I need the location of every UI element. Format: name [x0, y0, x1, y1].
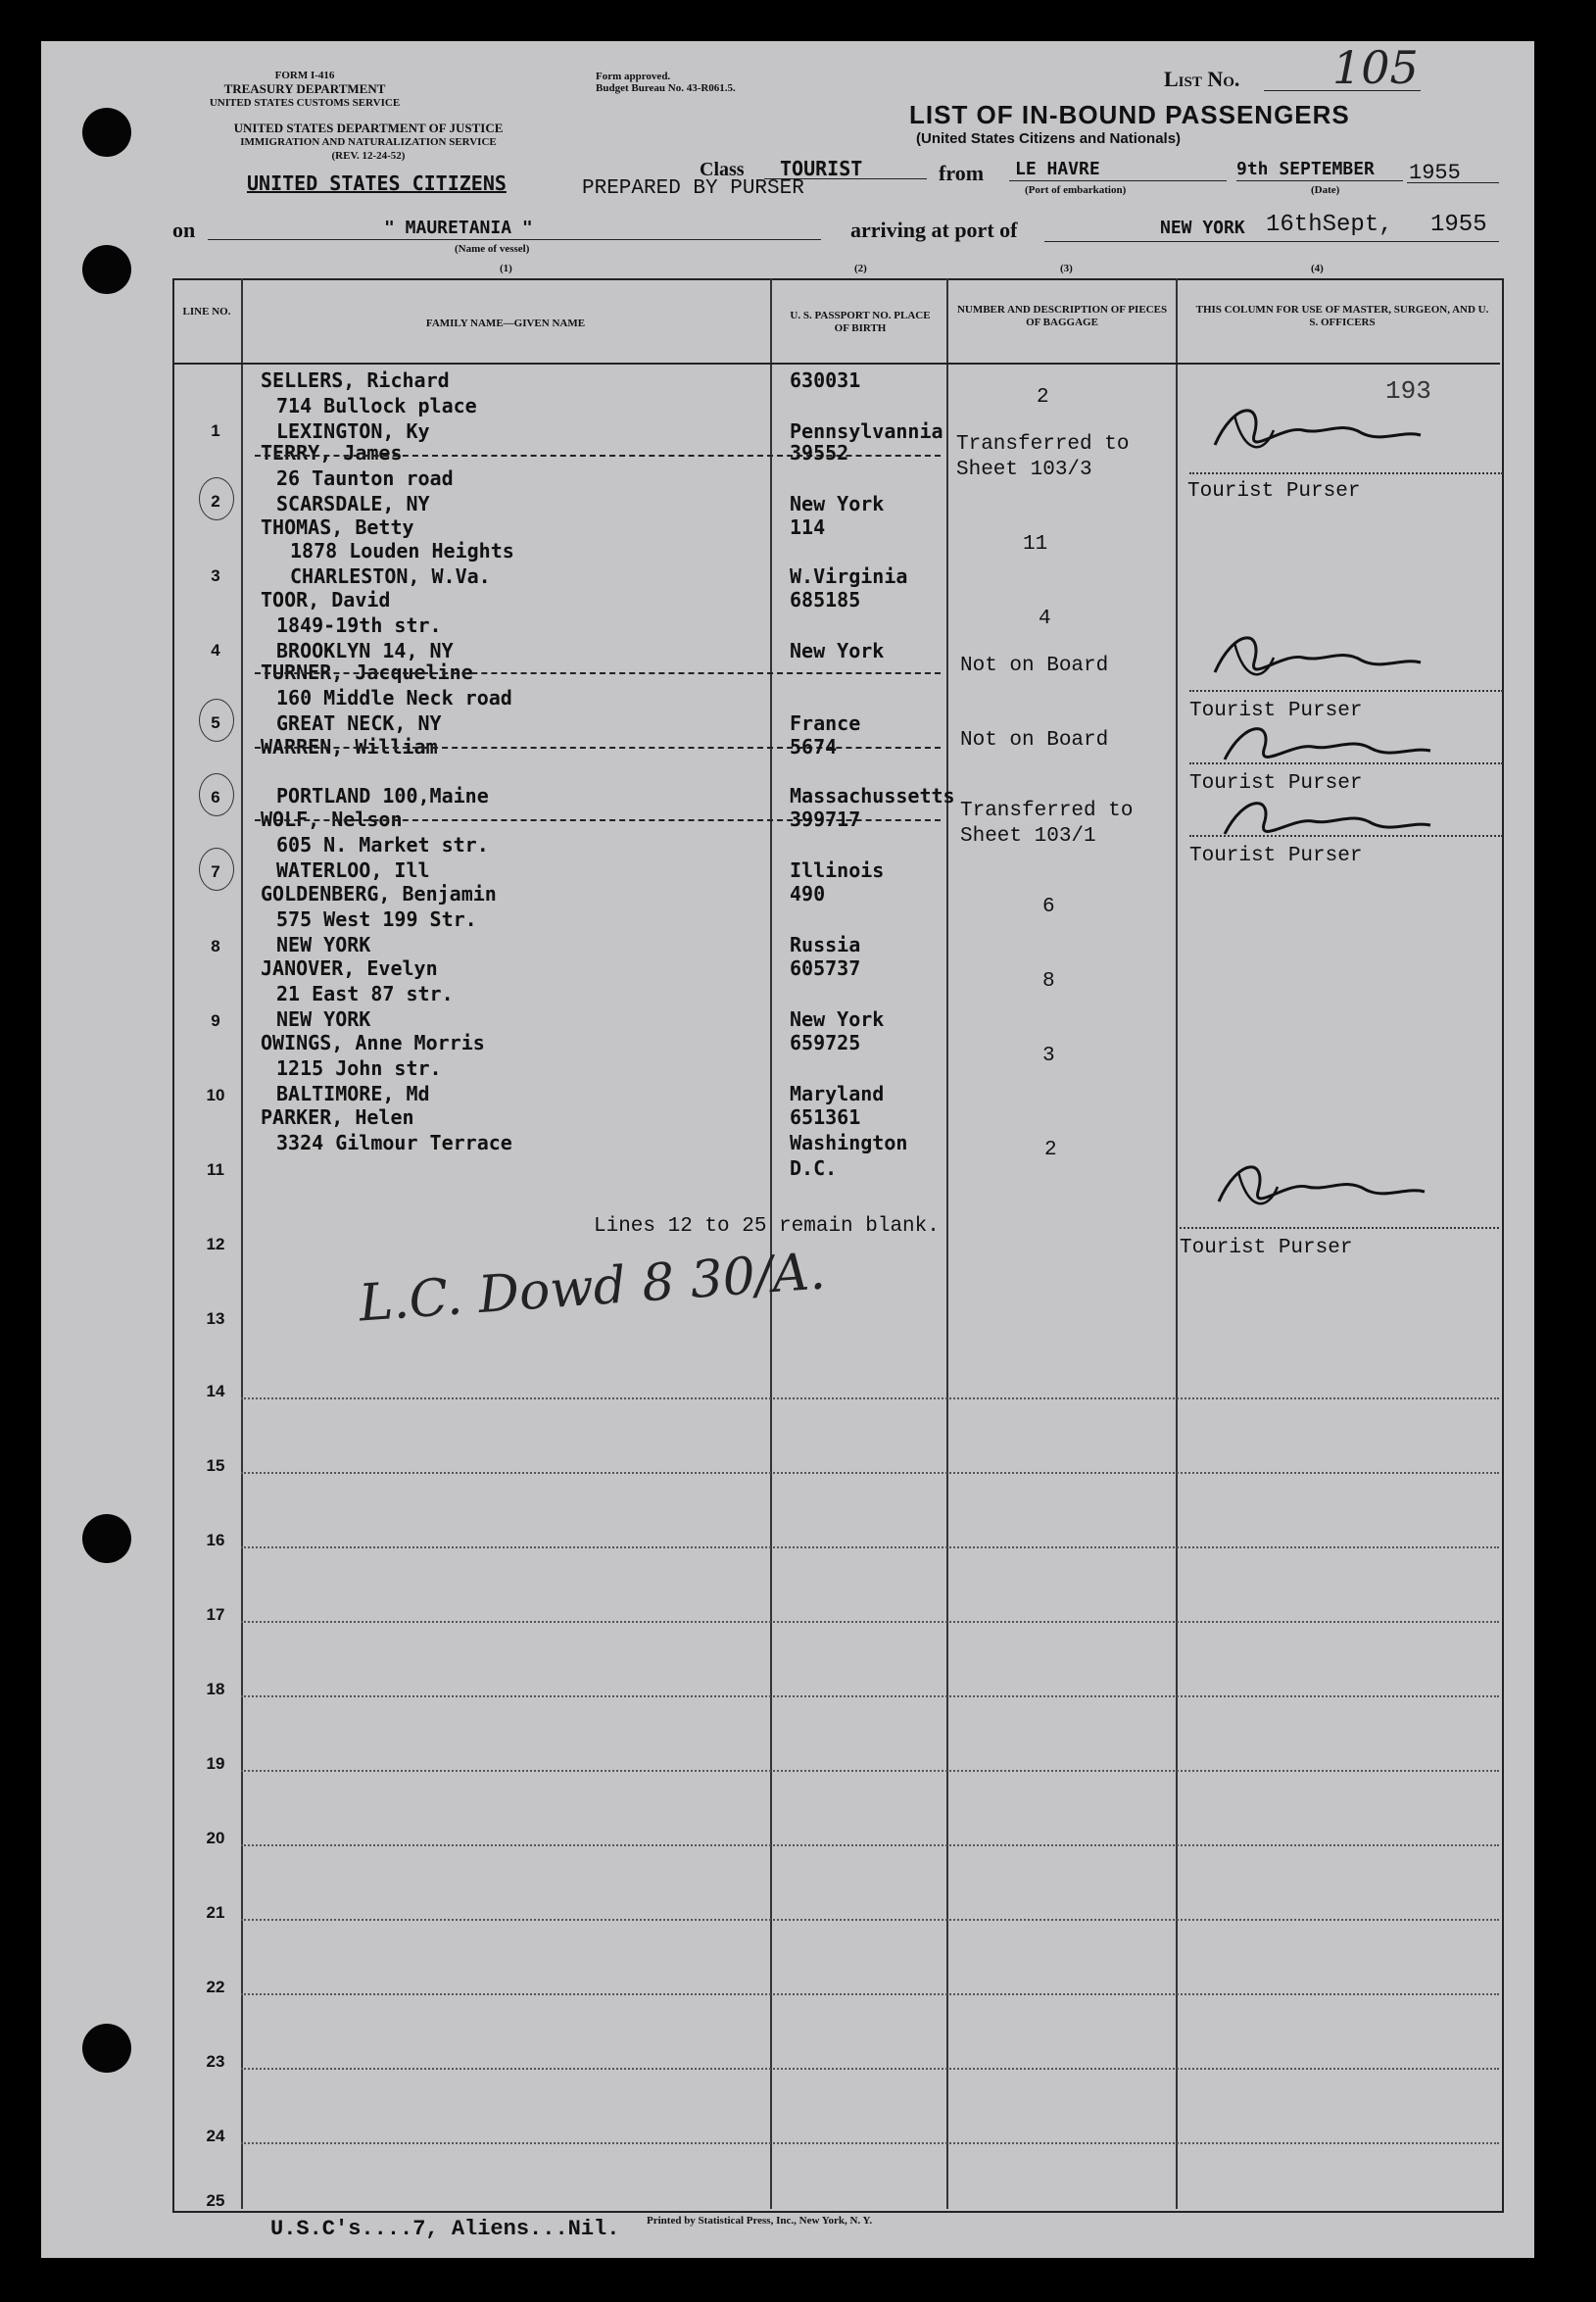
date-value: 9th SEPTEMBER	[1236, 159, 1375, 179]
passenger-city: NEW YORK	[276, 1007, 371, 1031]
passenger-address: 26 Taunton road	[276, 466, 454, 490]
passenger-name: PARKER, Helen	[261, 1105, 414, 1129]
passenger-address: 160 Middle Neck road	[276, 686, 512, 710]
passenger-name: OWINGS, Anne Morris	[261, 1031, 485, 1054]
line-number: 23	[206, 2052, 225, 2071]
passenger-name: GOLDENBERG, Benjamin	[261, 882, 497, 906]
passenger-city: CHARLESTON, W.Va.	[290, 564, 491, 588]
passenger-address: 1849-19th str.	[276, 613, 442, 637]
baggage-count: 6	[1042, 896, 1055, 918]
baggage-count: 2	[1044, 1139, 1057, 1161]
birth-place-line2: D.C.	[790, 1156, 838, 1180]
baggage-note: Not on Board	[960, 729, 1109, 752]
circle-mark	[199, 699, 234, 742]
signature	[1195, 396, 1430, 474]
remain-blank-note: Lines 12 to 25 remain blank.	[594, 1215, 940, 1238]
on-label: on	[172, 218, 196, 242]
line-number: 3	[211, 566, 220, 585]
punch-hole	[82, 245, 131, 294]
passport-number: 399717	[790, 808, 861, 831]
passenger-city: LEXINGTON, Ky	[276, 419, 430, 443]
birth-place: France	[790, 711, 861, 735]
passenger-address: 714 Bullock place	[276, 394, 477, 417]
col-header-officers: THIS COLUMN FOR USE OF MASTER, SURGEON, AND U. S. OFFICERS	[1195, 304, 1489, 328]
from-value: LE HAVRE	[1015, 159, 1100, 179]
circle-mark	[199, 848, 234, 891]
punch-hole	[82, 1514, 131, 1563]
col-ref-4: (4)	[1311, 263, 1324, 274]
revision: (REV. 12-24-52)	[331, 150, 406, 162]
purser-title: Tourist Purser	[1180, 1237, 1353, 1259]
passenger-city: PORTLAND 100,Maine	[276, 784, 489, 808]
list-no-label: List No.	[1164, 67, 1240, 91]
passport-number: 685185	[790, 588, 861, 612]
line-number: 21	[206, 1903, 225, 1922]
line-number: 8	[211, 937, 220, 955]
passenger-name: SELLERS, Richard	[261, 368, 450, 392]
baggage-note: Transferred to	[956, 433, 1130, 456]
circle-mark	[199, 773, 234, 816]
baggage-note: Sheet 103/1	[960, 825, 1096, 848]
totals: U.S.C's....7, Aliens...Nil.	[270, 2217, 620, 2241]
passenger-name: TERRY, James	[261, 441, 403, 465]
col-ref-3: (3)	[1060, 263, 1073, 274]
passenger-name: THOMAS, Betty	[261, 515, 414, 539]
col-header-name: FAMILY NAME—GIVEN NAME	[425, 318, 586, 329]
strike-line	[255, 747, 941, 749]
line-number: 15	[206, 1456, 225, 1475]
passport-number: 630031	[790, 368, 861, 392]
birth-place: Massachussetts	[790, 784, 955, 808]
baggage-count: 2	[1037, 386, 1049, 409]
budget-text: Budget Bureau No. 43-R061.5.	[596, 82, 736, 94]
line-number: 2	[211, 492, 220, 511]
line-number: 4	[211, 641, 220, 660]
dept-treasury-sub: UNITED STATES CUSTOMS SERVICE	[209, 97, 401, 109]
line-number: 20	[206, 1829, 225, 1847]
baggage-count: 11	[1023, 533, 1048, 556]
passenger-name: WARREN, William	[261, 735, 438, 759]
passport-number: 605737	[790, 956, 861, 980]
passport-number: 39552	[790, 441, 849, 465]
purser-title: Tourist Purser	[1189, 700, 1363, 722]
passenger-name: WOLF, Nelson	[261, 808, 403, 831]
punch-hole	[82, 108, 131, 157]
arrival-port: NEW YORK	[1160, 218, 1245, 238]
page-title: LIST OF IN-BOUND PASSENGERS	[909, 100, 1350, 129]
col-header-line: LINE NO.	[182, 306, 231, 318]
purser-title: Tourist Purser	[1189, 772, 1363, 795]
signature	[1199, 1152, 1434, 1231]
date-caption: (Date)	[1311, 184, 1340, 196]
birth-place: Russia	[790, 933, 861, 956]
col-header-baggage: NUMBER AND DESCRIPTION OF PIECES OF BAGGAGE	[956, 304, 1168, 328]
line-number: 16	[206, 1531, 225, 1549]
baggage-count: 8	[1042, 970, 1055, 993]
line-number: 25	[206, 2191, 225, 2210]
baggage-note: Not on Board	[960, 655, 1109, 677]
passenger-city: BALTIMORE, Md	[276, 1082, 430, 1105]
birth-place: W.Virginia	[790, 564, 908, 588]
passenger-city: WATERLOO, Ill	[276, 858, 430, 882]
birth-place: New York	[790, 492, 885, 515]
line-number: 1	[211, 421, 220, 440]
dept-justice: UNITED STATES DEPARTMENT OF JUSTICE	[233, 121, 504, 135]
passenger-address: 1878 Louden Heights	[290, 539, 514, 563]
vessel-caption: (Name of vessel)	[455, 243, 530, 255]
passport-number: 659725	[790, 1031, 861, 1054]
line-number: 22	[206, 1978, 225, 1996]
passenger-city: SCARSDALE, NY	[276, 492, 430, 515]
year-value: 1955	[1409, 161, 1461, 185]
header-rule	[172, 363, 1500, 365]
page-subtitle: (United States Citizens and Nationals)	[916, 130, 1182, 147]
citizens-label: UNITED STATES CITIZENS	[247, 171, 507, 195]
baggage-note: Sheet 103/3	[956, 459, 1092, 481]
punch-hole	[82, 2024, 131, 2073]
birth-place: Washington	[790, 1131, 908, 1154]
vessel-name: " MAURETANIA "	[384, 218, 533, 238]
line-number: 24	[206, 2127, 225, 2145]
form-number: FORM I-416	[274, 70, 335, 81]
line-number: 5	[211, 713, 220, 732]
approval-text: Form approved.	[596, 71, 671, 82]
passenger-address: 605 N. Market str.	[276, 833, 489, 857]
passport-number: 490	[790, 882, 826, 906]
prepared-by: PREPARED BY PURSER	[582, 177, 804, 200]
birth-place: New York	[790, 639, 885, 662]
passenger-address: 3324 Gilmour Terrace	[276, 1131, 512, 1154]
handwritten-note: L.C. Dowd 8 30/A.	[357, 1242, 828, 1334]
passenger-address: 21 East 87 str.	[276, 982, 454, 1005]
birth-place: Maryland	[790, 1082, 885, 1105]
passenger-address: 1215 John str.	[276, 1056, 442, 1080]
passport-number: 114	[790, 515, 826, 539]
line-number: 18	[206, 1680, 225, 1698]
from-label: from	[939, 161, 985, 185]
arrival-year: 1955	[1430, 212, 1487, 238]
header-justice	[172, 122, 564, 163]
birth-place: Pennsylvannia	[790, 419, 943, 443]
arriving-label: arriving at port of	[850, 218, 1018, 242]
passenger-address: 575 West 199 Str.	[276, 907, 477, 931]
baggage-count: 3	[1042, 1045, 1055, 1067]
line-number: 13	[206, 1309, 225, 1328]
line-number: 7	[211, 862, 220, 881]
col-header-passport: U. S. PASSPORT NO. PLACE OF BIRTH	[790, 310, 931, 334]
printer-credit: Printed by Statistical Press, Inc., New York, N. Y.	[647, 2215, 873, 2227]
line-number: 17	[206, 1605, 225, 1624]
list-no-value: 105	[1332, 41, 1419, 94]
circle-mark	[199, 477, 234, 520]
class-label: Class	[700, 159, 745, 180]
birth-place: Illinois	[790, 858, 885, 882]
dept-justice-sub: IMMIGRATION AND NATURALIZATION SERVICE	[240, 136, 497, 148]
baggage-count: 4	[1039, 608, 1051, 630]
line-number: 14	[206, 1382, 225, 1400]
passport-number: 5674	[790, 735, 838, 759]
col-ref-1: (1)	[500, 263, 512, 274]
line-number: 12	[206, 1235, 225, 1253]
passenger-city: NEW YORK	[276, 933, 371, 956]
class-value: TOURIST	[780, 157, 863, 180]
line-number: 10	[206, 1086, 225, 1104]
passenger-name: TURNER, Jacqueline	[261, 661, 473, 684]
birth-place: New York	[790, 1007, 885, 1031]
dept-treasury: TREASURY DEPARTMENT	[223, 81, 386, 96]
line-number: 19	[206, 1754, 225, 1773]
line-number: 11	[207, 1160, 224, 1179]
line-number: 6	[211, 788, 220, 807]
header-agencies	[182, 69, 427, 110]
line-number: 9	[211, 1011, 220, 1030]
passenger-name: TOOR, David	[261, 588, 391, 612]
col-ref-2: (2)	[854, 263, 867, 274]
passenger-city: BROOKLYN 14, NY	[276, 639, 454, 662]
arrival-date: 16thSept,	[1266, 212, 1393, 238]
port-embark-caption: (Port of embarkation)	[1025, 184, 1127, 196]
passenger-city: GREAT NECK, NY	[276, 711, 442, 735]
passenger-name: JANOVER, Evelyn	[261, 956, 438, 980]
purser-title: Tourist Purser	[1187, 480, 1361, 503]
strike-line	[255, 672, 941, 674]
purser-title: Tourist Purser	[1189, 845, 1363, 867]
count-stamp: 193	[1385, 376, 1431, 406]
passport-number: 651361	[790, 1105, 861, 1129]
baggage-note: Transferred to	[960, 800, 1134, 822]
form-approval	[596, 71, 736, 94]
